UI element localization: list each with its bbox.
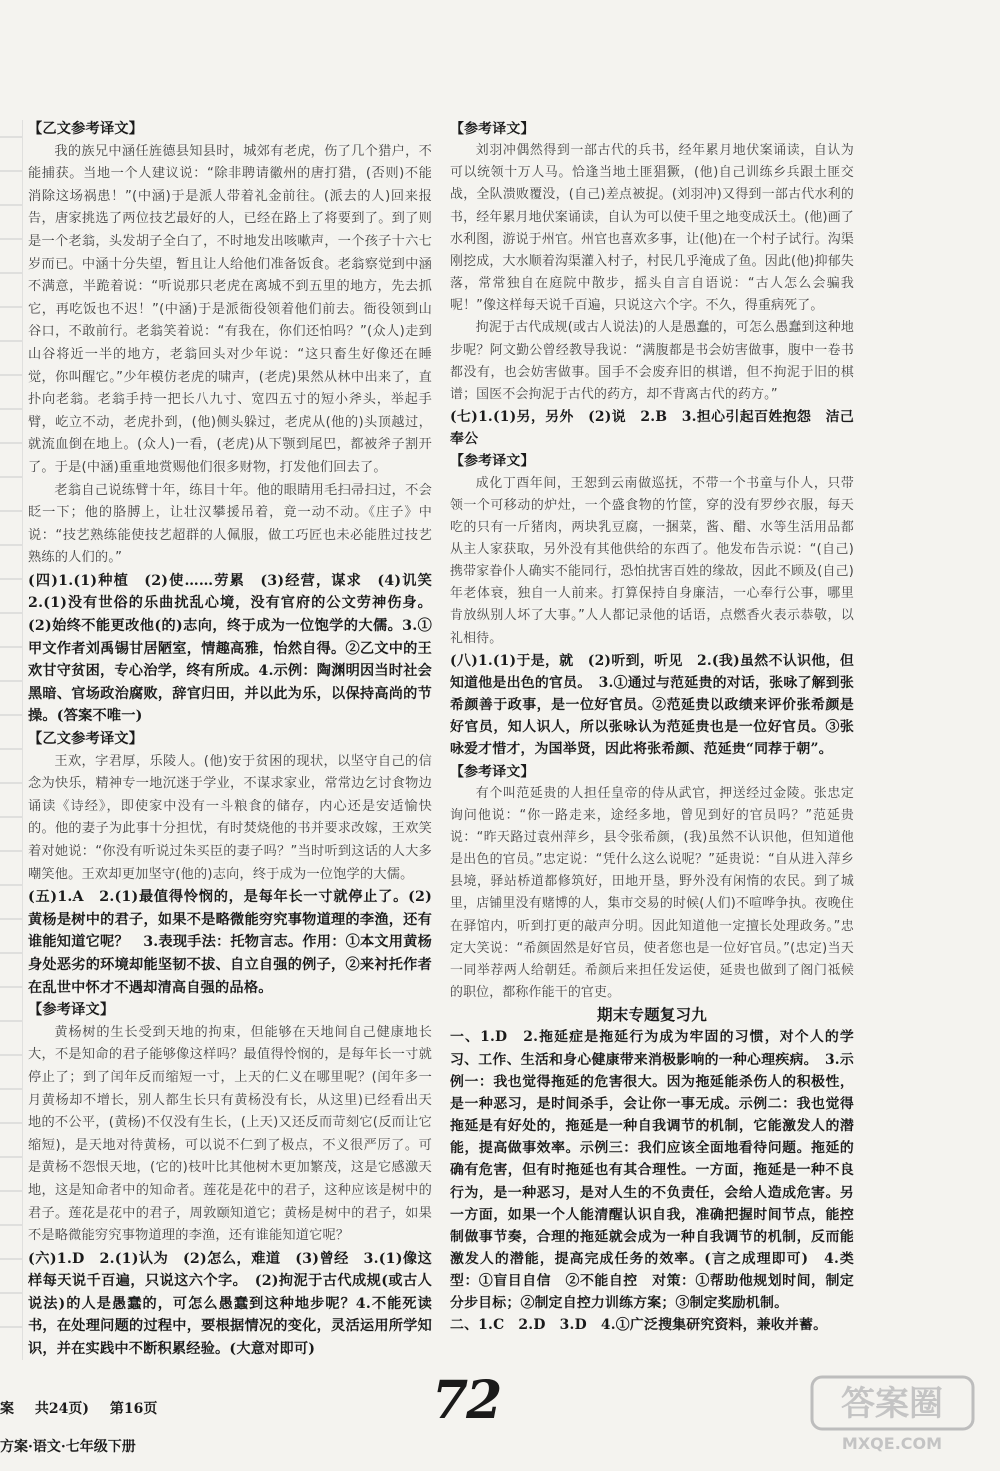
section-header: 【参考译文】 (450, 453, 535, 470)
answer-block: (六)1.D 2.(1)认为 (2)怎么，难道 (3)曾经 3.(1)像这样每天说千百遍，只说这六个字。 (2)拘泥于古代成规(或古人说法)的人是愚蠢的，可怎么愚蠢到这种地步呢？4.不能死读书，在处理问题的过程中，要根据情况的变化，灵活运用所学知识，并在实践中不断积累经验。(大意对即可) (28, 1250, 432, 1358)
section-header: 【参考译文】 (450, 121, 535, 137)
section-title: 期末专题复习九 (597, 1005, 707, 1025)
answer-block: 二、1.C 2.D 3.D 4.①广泛搜集研究资料，兼收并蓄。 (450, 1317, 828, 1334)
page-number: 72 (432, 1370, 501, 1431)
section-header: 【乙文参考译文】 (28, 731, 144, 748)
right-column (450, 118, 854, 1337)
translation-paragraph: 拘泥于古代成规(或古人说法)的人是愚蠢的，可怎么愚蠢到这种地步呢？阿文勤公曾经教导我说：“满腹都是书会妨害做事，腹中一卷书都没有，也会妨害做事。国手不会废弃旧的棋谱，但不拘泥于旧的棋谱；国医不会拘泥于古代的药方，却不背离古代的药方。” (450, 320, 854, 402)
left-page-bleed (0, 120, 23, 1360)
section-header: 【参考译文】 (450, 763, 535, 780)
footer-book-title: 方案·语文·七年级下册 (0, 1439, 136, 1455)
svg-text:MXQE.COM: MXQE.COM (841, 1434, 943, 1453)
translation-paragraph: 老翁自己说练臂十年，练目十年。他的眼睛用毛扫帚扫过，不会眨一下；他的胳膊上，让壮汉攀援吊着，竟一动不动。《庄子》中说：“技艺熟练能使技艺超群的人佩服，做工巧匠也未必能胜过技艺熟练的人们的。” (28, 482, 432, 566)
answer-block: (五)1.A 2.(1)最值得怜悯的，是每年长一寸就停止了。(2)黄杨是树中的君子，如果不是略微能穷究事物道理的李渔，还有谁能知道它呢？ 3.表现手法：托物言志。作用：①本文用黄杨身处恶劣的环境却能坚韧不拔、自立自强的例子，②来衬托作者在乱世中怀才不遇却清高自强的品格。 (28, 889, 432, 996)
section-header: 【参考译文】 (28, 1002, 115, 1019)
answer-block: (四)1.(1)种植 (2)使……劳累 (3)经营，谋求 (4)讥笑 2.(1)没有世俗的乐曲扰乱心境，没有官府的公文劳神伤身。(2)始终不能更改他(的)志向，终于成为一位饱学的大儒。3.①甲文作者刘禹锡甘居陋室，情趣高雅，怡然自得。②乙文中的王欢甘守贫困，专心治学，终有所成。4.示例：陶渊明因当时社会黑暗、官场政治腐败，辞官归田，并以此为乐，以保持高尚的节操。(答案不唯一) (28, 572, 447, 725)
section-header: 【乙文参考译文】 (28, 121, 144, 137)
left-column (28, 118, 447, 1361)
answer-block: (八)1.(1)于是，就 (2)听到，听见 2.(我)虽然不认识他，但知道他是出色的官员。 3.①通过与范延贵的对话，张咏了解到张希颜善于政事，是一位好官员。②范延贵以政绩来评价张希颜是好官员，知人识人，所以张咏认为范延贵也是一位好官员。③张咏爱才惜才，为国举贤，因此将张希颜、范延贵“同荐于朝”。 (450, 652, 854, 758)
translation-paragraph: 黄杨树的生长受到天地的拘束，但能够在天地间自己健康地长大，不是知命的君子能够像这样吗？最值得怜悯的，是每年长一寸就停止了；到了闰年反而缩短一寸，上天的仁义在哪里呢？(闰年多一月黄杨却不增长，别人都生长只有黄杨没有长，从这里)已经看出天地的不公平，(黄杨)不仅没有生长，(上天)又还反而苛刻它(反而让它缩短)，是天地对待黄杨，可以说不仁到了极点，不义很严厉了。可是黄杨不怨恨天地，(它的)枝叶比其他树木更加繁茂，这是它感激天地，这是知命者中的知命者。莲花是花中的君子，这种应该是树中的君子。莲花是花中的君子，周敦颐知道它；黄杨是树中的君子，如果不是略微能穷究事物道理的李渔，还有谁能知道它呢？ (28, 1024, 432, 1244)
footer-page-label: 第16页 (109, 1401, 158, 1417)
footer-total-pages: 共24页) (34, 1401, 89, 1417)
answer-block: (七)1.(1)另，另外 (2)说 2.B 3.担心引起百姓抱怨 洁己奉公 (450, 409, 854, 448)
translation-paragraph: 我的族兄中涵任旌德县知县时，城郊有老虎，伤了几个猎户，不能捕获。当地一个人建议说：“除非聘请徽州的唐打猎，(否则)不能消除这场祸患！”(中涵)于是派人带着礼金前往。(派去的人)回来报告，唐家挑选了两位技艺最好的人，已经在路上了将要到了。到了则是一个老翁，头发胡子全白了，不时地发出咳嗽声，一个孩子十六七岁而已。中涵十分失望，暂且让人给他们准备饭食。老翁察觉到中涵不满意，半跪着说：“听说那只老虎在离城不到五里的地方，先去抓它，再吃饭也不迟！”(中涵)于是派衙役领着他们前去。衙役领到山谷口，不敢前行。老翁笑着说：“有我在，你们还怕吗？”(众人)走到山谷将近一半的地方，老翁回头对少年说：“这只畜生好像还在睡觉，你叫醒它。”少年模仿老虎的啸声，(老虎)果然从林中出来了，直扑向老翁。老翁手持一把长八九寸、宽四五寸的短小斧头，举起手臂，屹立不动，老虎扑到，(他)侧头躲过，老虎从(他的)头顶越过，就流血倒在地上。(众人)一看，(老虎)从下颚到尾巴，都被斧子割开了。于是(中涵)重重地赏赐他们很多财物，打发他们回去了。 (28, 143, 432, 475)
footer-page-info (0, 1398, 173, 1418)
answer-block: 一、1.D 2.拖延症是拖延行为成为牢固的习惯，对个人的学习、工作、生活和身心健康带来消极影响的一种心理疾病。 3.示例一：我也觉得拖延的危害很大。因为拖延能杀伤人的积极性，是一种恶习，是时间杀手，会让你一事无成。示例二：我也觉得拖延是有好处的，拖延是一种自我调节的机制，它能激发人的潜能，提高做事效率。示例三：我们应该全面地看待问题。拖延的确有危害，但有时拖延也有其合理性。一方面，拖延是一种不良行为，是一种恶习，是对人生的不负责任，会给人造成危害。另一方面，如果一个人能清醒认识自我，准确把握时间节点，能控制做事节奏，合理的拖延就会成为一种自我调节的机制，反而能激发人的潜能，提高完成任务的效率。(言之成理即可) 4.类型：①盲目自信 ②不能自控 对策：①帮助他规划时间，制定分步目标；②制定自控力训练方案；③制定奖励机制。 (450, 1029, 854, 1312)
translation-paragraph: 刘羽冲偶然得到一部古代的兵书，经年累月地伏案诵读，自认为可以统领十万人马。恰逢当地土匪猖獗，(他)自己训练乡兵跟土匪交战，全队溃败覆没，(自己)差点被捉。(刘羽冲)又得到一部古代水利的书，经年累月地伏案诵读，自认为可以使千里之地变成沃土。(他)画了水利图，游说于州官。州官也喜欢多事，让(他)在一个村子试行。沟渠刚挖成，大水顺着沟渠灌入村子，村民几乎淹成了鱼。因此(他)抑郁失落，常常独自在庭院中散步，摇头自言自语说：“古人怎么会骗我呢！”像这样每天说千百遍，只说这六个字。不久，得重病死了。 (450, 143, 854, 314)
footer-left-fragment: 案 (0, 1401, 14, 1417)
translation-paragraph: 有个叫范延贵的人担任皇帝的侍从武官，押送经过金陵。张忠定询问他说：“你一路走来，途经多地，曾见到好的官员吗？”范延贵说：“昨天路过袁州萍乡，县令张希颜，(我)虽然不认识他，但知道他是出色的官员。”忠定说：“凭什么这么说呢？”延贵说：“自从进入萍乡县境，驿站桥道都修筑好，田地开垦，野外没有闲惰的农民。到了城里，店铺里没有赌博的人，集市交易的时候(人们)不喧哗争执。夜晚住在驿馆内，听到打更的敲声分明。因此知道他一定擅长处理政务。”忠定大笑说：“希颜固然是好官员，使者您也是一位好官员。”(忠定)当天一同举荐两人给朝廷。希颜后来担任发运使，延贵也做到了阁门祗候的职位，都称作能干的官吏。 (450, 785, 854, 1001)
translation-paragraph: 成化丁酉年间，王恕到云南做巡抚，不带一个书童与仆人，只带领一个可移动的炉灶，一个盛食物的竹筐，穿的没有罗纱衣服，每天吃的只有一斤猪肉，两块乳豆腐，一捆菜，酱、醋、水等生活用品都从主人家获取，另外没有其他供给的东西了。他发布告示说：“(自己)携带家眷仆人确实不能同行，恐怕扰害百姓的缘故，因此不顾及(自己)年老体衰，独自一人前来。打算保持自身廉洁，一心奉行公事，哪里肯放纵别人坏了大事。”人人都记录他的话语，点燃香火表示恭敬，以礼相待。 (450, 475, 854, 646)
watermark-logo (810, 1375, 975, 1455)
translation-paragraph: 王欢，字君厚，乐陵人。(他)安于贫困的现状，以坚守自己的信念为快乐，精神专一地沉迷于学业，不谋求家业，常常边乞讨食物边诵读《诗经》，即使家中没有一斗粮食的储存，内心还是安适愉快的。他的妻子为此事十分担忧，有时焚烧他的书并要求改嫁，王欢笑着对她说：“你没有听说过朱买臣的妻子吗？”当时听到这话的人大多嘲笑他。王欢却更加坚守(他的)志向，终于成为一位饱学的大儒。 (28, 753, 432, 882)
svg-text:答案圈: 答案圈 (841, 1384, 943, 1424)
